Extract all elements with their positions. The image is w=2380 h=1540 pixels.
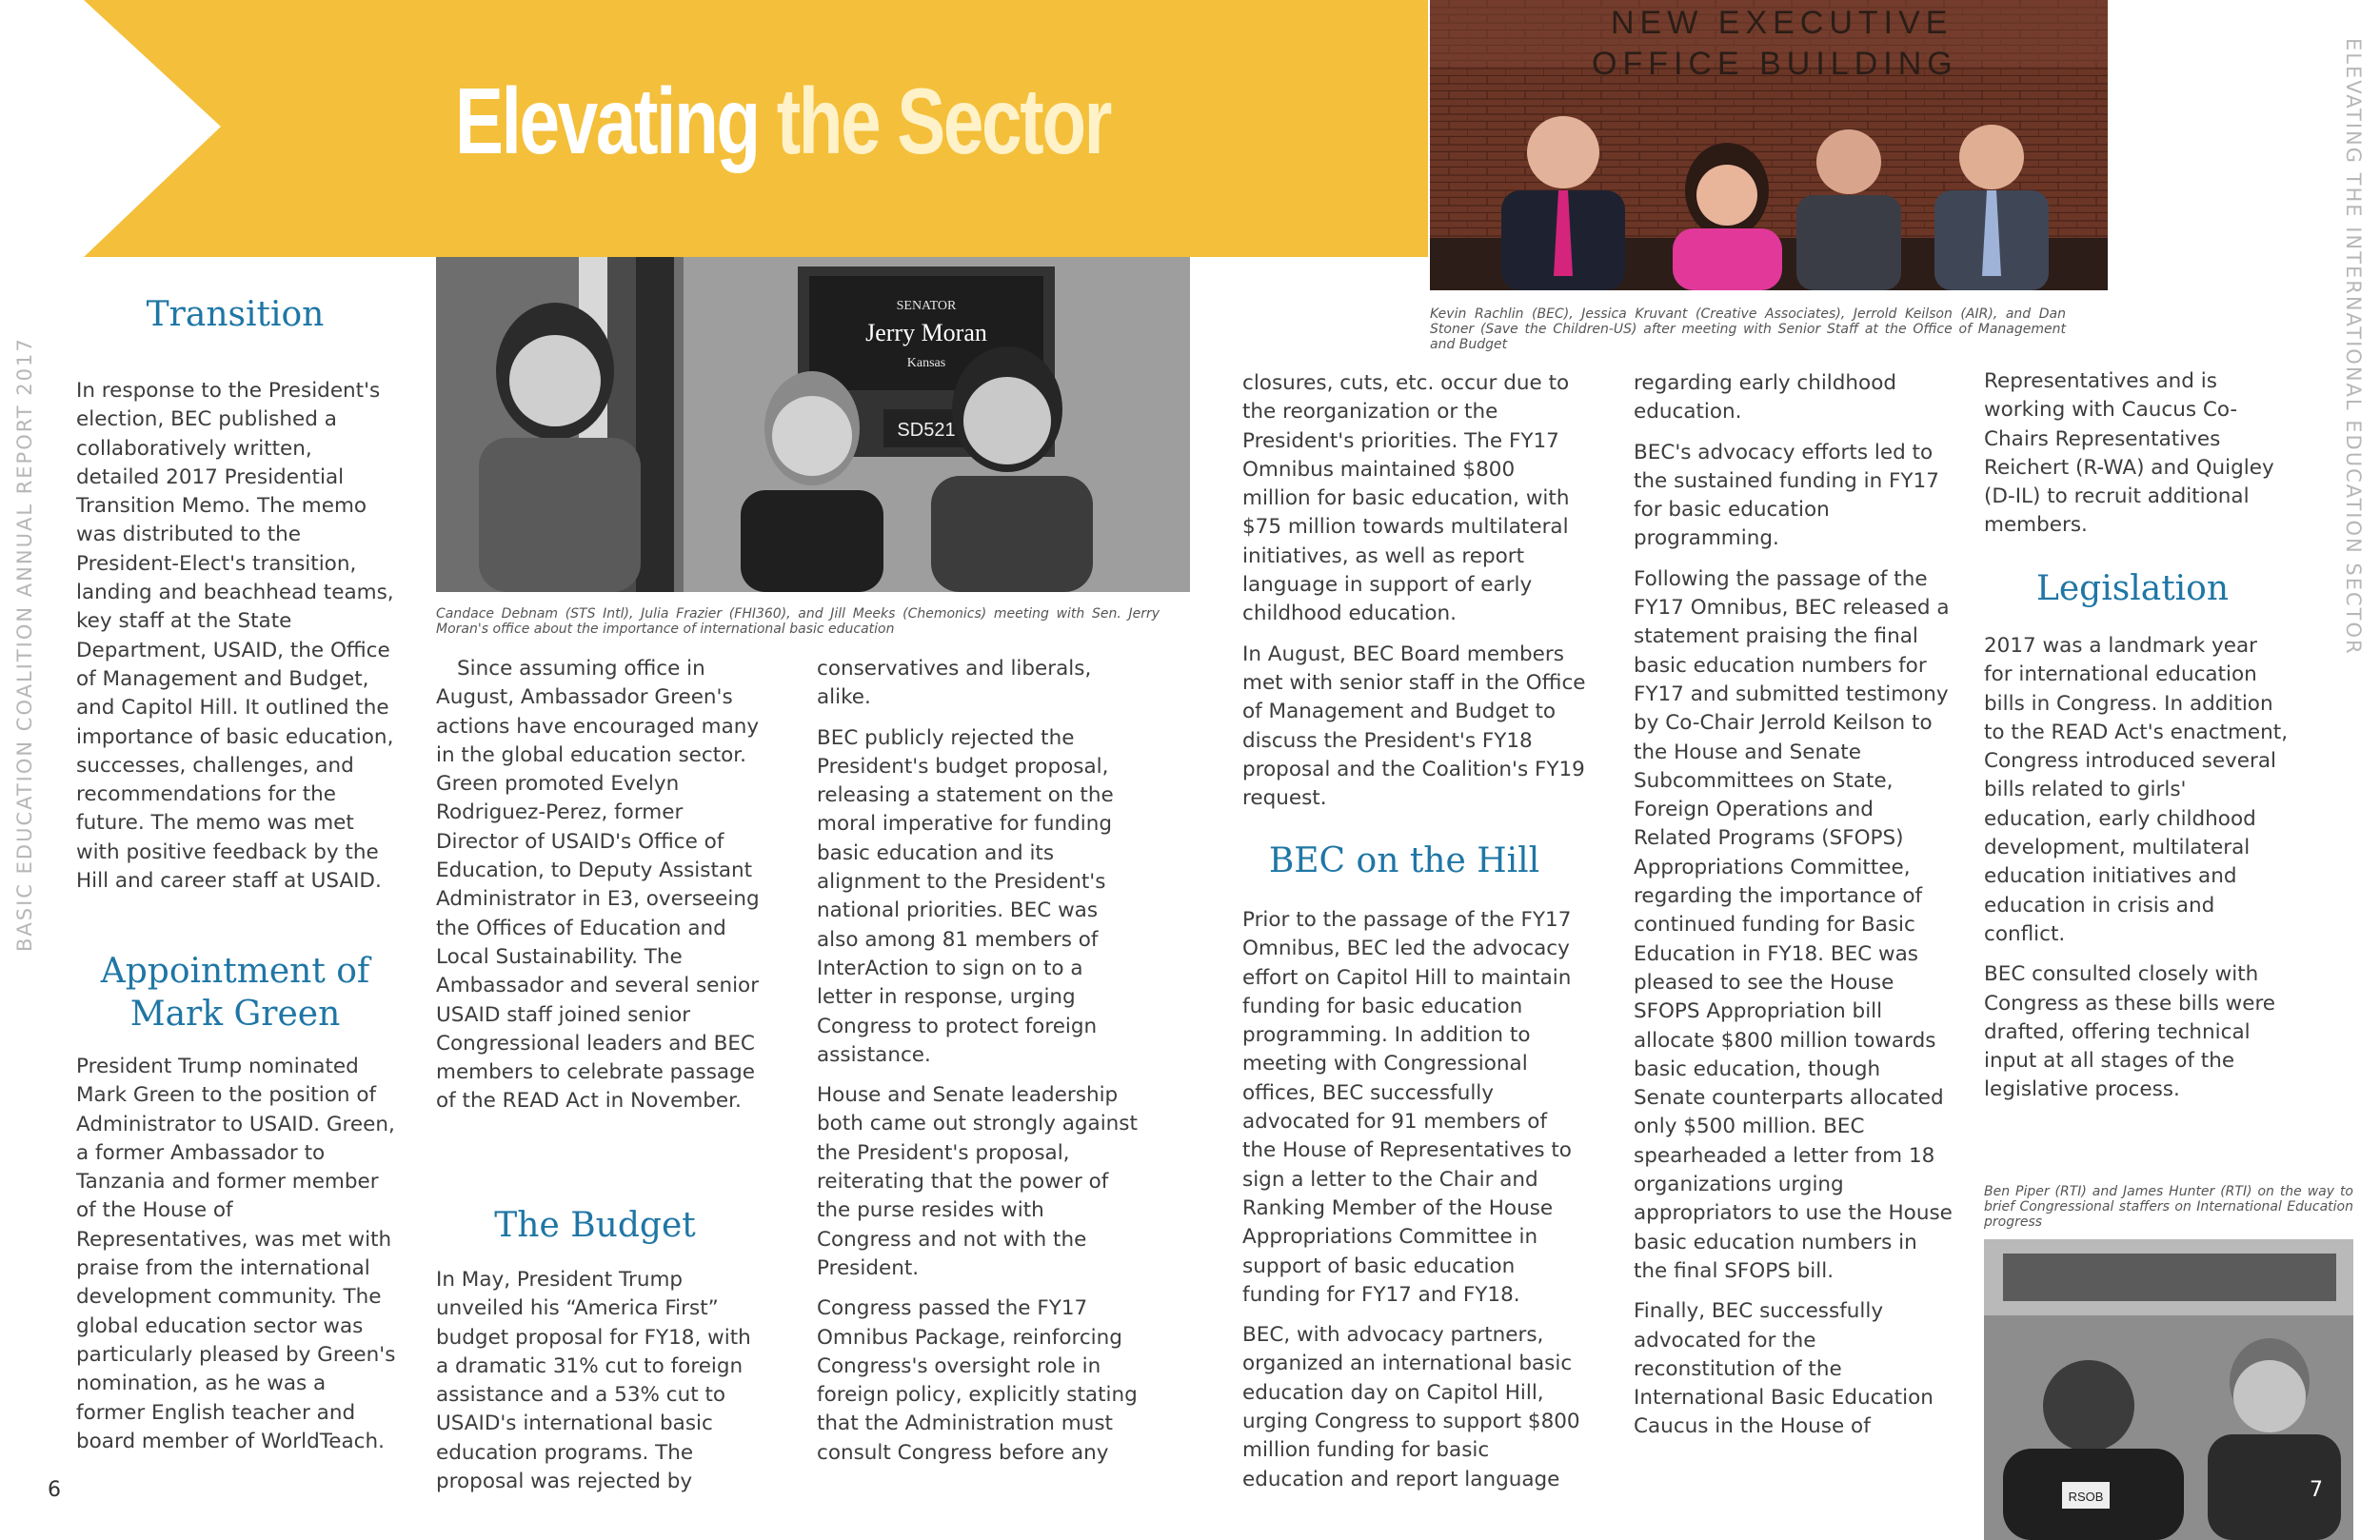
caption-building-photo: Kevin Rachlin (BEC), Jessica Kruvant (Creative Associates), Jerrold Keilson (AIR), and Dan Stoner (Save the Children-US) after meeting with Senior Staff at the Office of Management and Budget	[1430, 306, 2066, 352]
building-sign-line-2: OFFICE BUILDING	[1592, 46, 1958, 82]
spine-text-left: BASIC EDUCATION COALITION ANNUAL REPORT 2017	[13, 337, 36, 952]
transition-body	[76, 377, 398, 907]
budget-paragraph-1: In May, President Trump unveiled his “America First” budget proposal for FY18, with a dramatic 31% cut to foreign assistance and a 53% cut to USAID's international basic education programs. The proposal was rejected by	[436, 1268, 751, 1494]
page-title	[455, 69, 1111, 173]
budget-body-col3	[817, 655, 1140, 1479]
hill-paragraph-3: regarding early childhood education.	[1634, 371, 1897, 424]
heading-appointment	[76, 950, 394, 1036]
appointment-continued	[436, 655, 760, 1128]
title-part-2: the Sector	[776, 69, 1111, 173]
heading-legislation: Legislation	[2035, 569, 2230, 608]
photo-train	[1984, 1239, 2353, 1540]
photo-senator-office	[436, 257, 1190, 592]
budget-paragraph-2: conservatives and liberals, alike.	[817, 657, 1092, 710]
plaque-state: Kansas	[906, 356, 946, 370]
appointment-paragraph: President Trump nominated Mark Green to the position of Administrator to USAID. Green, a former Ambassador to Tanzania and former member of the House of Representatives, was met with praise from the international development community. The global education sector was particularly pleased by Green's nomination, as he was a former English teacher and board member of WorldTeach.	[76, 1055, 396, 1453]
transition-paragraph: In response to the President's election, BEC published a collaboratively written, detailed 2017 Presidential Transition Memo. The memo was distributed to the President-Elect's transition, landing and beachhead teams, key staff at the State Department, USAID, the Office of Management and Budget, and Capitol Hill. It outlined the importance of basic education, successes, challenges, and recommendations for the future. The memo was met with positive feedback by the Hill and career staff at USAID.	[76, 379, 394, 894]
hill-body-col5	[1634, 369, 1955, 1453]
hill-paragraph-2: BEC, with advocacy partners, organized an international basic education day on Capitol Hill, urging Congress to support $800 million funding for basic education and report language	[1242, 1323, 1580, 1491]
caption-senator-photo: Candace Debnam (STS Intl), Julia Frazier (FHI360), and Jill Meeks (Chemonics) meeting with Sen. Jerry Moran's office about the importance of international basic education	[436, 606, 1160, 637]
hill-paragraph-4: BEC's advocacy efforts led to the sustained funding in FY17 for basic education programming.	[1634, 440, 1939, 551]
heading-appointment-line-1: Appointment of	[100, 952, 370, 991]
page-number-left: 6	[48, 1478, 61, 1502]
hill-body-col6	[1984, 367, 2289, 552]
legislation-paragraph-1: 2017 was a landmark year for international education bills in Congress. In addition to the READ Act's enactment, Congress introduced several bills related to girls' education, early childhood development, multilateral education initiatives and education in crisis and conflict.	[1984, 634, 2289, 946]
hill-body-col4	[1242, 906, 1587, 1506]
budget-body-col2	[436, 1266, 760, 1508]
legislation-body	[1984, 632, 2289, 1116]
hill-paragraph-7: Representatives and is working with Caucus Co-Chairs Representatives Reichert (R-WA) and Quigley (D-IL) to recruit additional members.	[1984, 369, 2274, 538]
room-number: SD521	[897, 420, 956, 441]
budget-body-col4	[1242, 369, 1587, 824]
page-number-right: 7	[2310, 1478, 2323, 1502]
plaque-title: SENATOR	[896, 299, 957, 313]
heading-appointment-line-2: Mark Green	[129, 995, 341, 1034]
heading-bec-on-the-hill: BEC on the Hill	[1268, 841, 1540, 880]
heading-transition: Transition	[146, 295, 325, 334]
budget-paragraph-7: In August, BEC Board members met with senior staff in the Office of Management and Budget to discuss the President's FY18 proposal and the Coalition's FY19 request.	[1242, 642, 1586, 811]
caption-train-photo: Ben Piper (RTI) and James Hunter (RTI) on the way to brief Congressional staffers on International Education progress	[1984, 1184, 2353, 1230]
legislation-paragraph-2: BEC consulted closely with Congress as these bills were drafted, offering technical input at all stages of the legislative process.	[1984, 962, 2276, 1102]
photo-executive-office-building	[1430, 0, 2108, 290]
title-part-1: Elevating	[455, 69, 759, 173]
plaque-name: Jerry Moran	[865, 319, 987, 346]
heading-budget: The Budget	[494, 1206, 696, 1245]
appointment-body	[76, 1053, 398, 1468]
appointment-continued-paragraph: Since assuming office in August, Ambassador Green's actions have encouraged many in the global education sector. Green promoted Evelyn Rodriguez-Perez, former Director of USAID's Office of Education, to Deputy Assistant Administrator in E3, overseeing the Offices of Education and Local Sustainability. The Ambassador and several senior USAID staff joined senior Congressional leaders and BEC members to celebrate passage of the READ Act in November.	[436, 657, 760, 1114]
hill-paragraph-5: Following the passage of the FY17 Omnibus, BEC released a statement praising the final basic education numbers for FY17 and submitted testimony by Co-Chair Jerrold Keilson to the House and Senate Subcommittees on State, Foreign Operations and Related Programs (SFOPS) Appropriations Committee, regarding the importance of continued funding for Basic Education in FY18. BEC was pleased to see the House SFOPS Appropriation bill allocate $800 million towards basic education, though Senate counterparts allocated only $500 million. BEC spearheaded a letter from 18 organizations urging appropriators to use the House basic education numbers in the final SFOPS bill.	[1634, 566, 1953, 1283]
hill-paragraph-1: Prior to the passage of the FY17 Omnibus, BEC led the advocacy effort on Capitol Hill to maintain funding for basic education programming. In addition to meeting with Congressional offices, BEC successfully advocated for 91 members of the House of Representatives to sign a letter to the Chair and Ranking Member of the House Appropriations Committee in support of basic education funding for FY17 and FY18.	[1242, 908, 1572, 1307]
budget-paragraph-3: BEC publicly rejected the President's budget proposal, releasing a statement on the moral imperative for funding basic education and its alignment to the President's national priorities. BEC was also among 81 members of InterAction to sign on to a letter in response, urging Congress to protect foreign assistance.	[817, 725, 1114, 1067]
hill-paragraph-6: Finally, BEC successfully advocated for the reconstitution of the International Basic Education Caucus in the House of	[1634, 1299, 1934, 1439]
rsob-badge: RSOB	[2068, 1490, 2104, 1504]
budget-paragraph-6: closures, cuts, etc. occur due to the reorganization or the President's priorities. The FY17 Omnibus maintained $800 million for basic education, with $75 million towards multilateral initiatives, as well as report language in support of early childhood education.	[1242, 371, 1570, 626]
budget-paragraph-5: Congress passed the FY17 Omnibus Package, reinforcing Congress's oversight role in foreign policy, explicitly stating that the Administration must consult Congress before any	[817, 1296, 1138, 1465]
budget-paragraph-4: House and Senate leadership both came out strongly against the President's proposal, reiterating that the power of the purse resides with Congress and not with the President.	[817, 1083, 1138, 1280]
spine-text-right: ELEVATING THE INTERNATIONAL EDUCATION SECTOR	[2342, 38, 2365, 656]
building-sign-line-1: NEW EXECUTIVE	[1611, 5, 1954, 41]
